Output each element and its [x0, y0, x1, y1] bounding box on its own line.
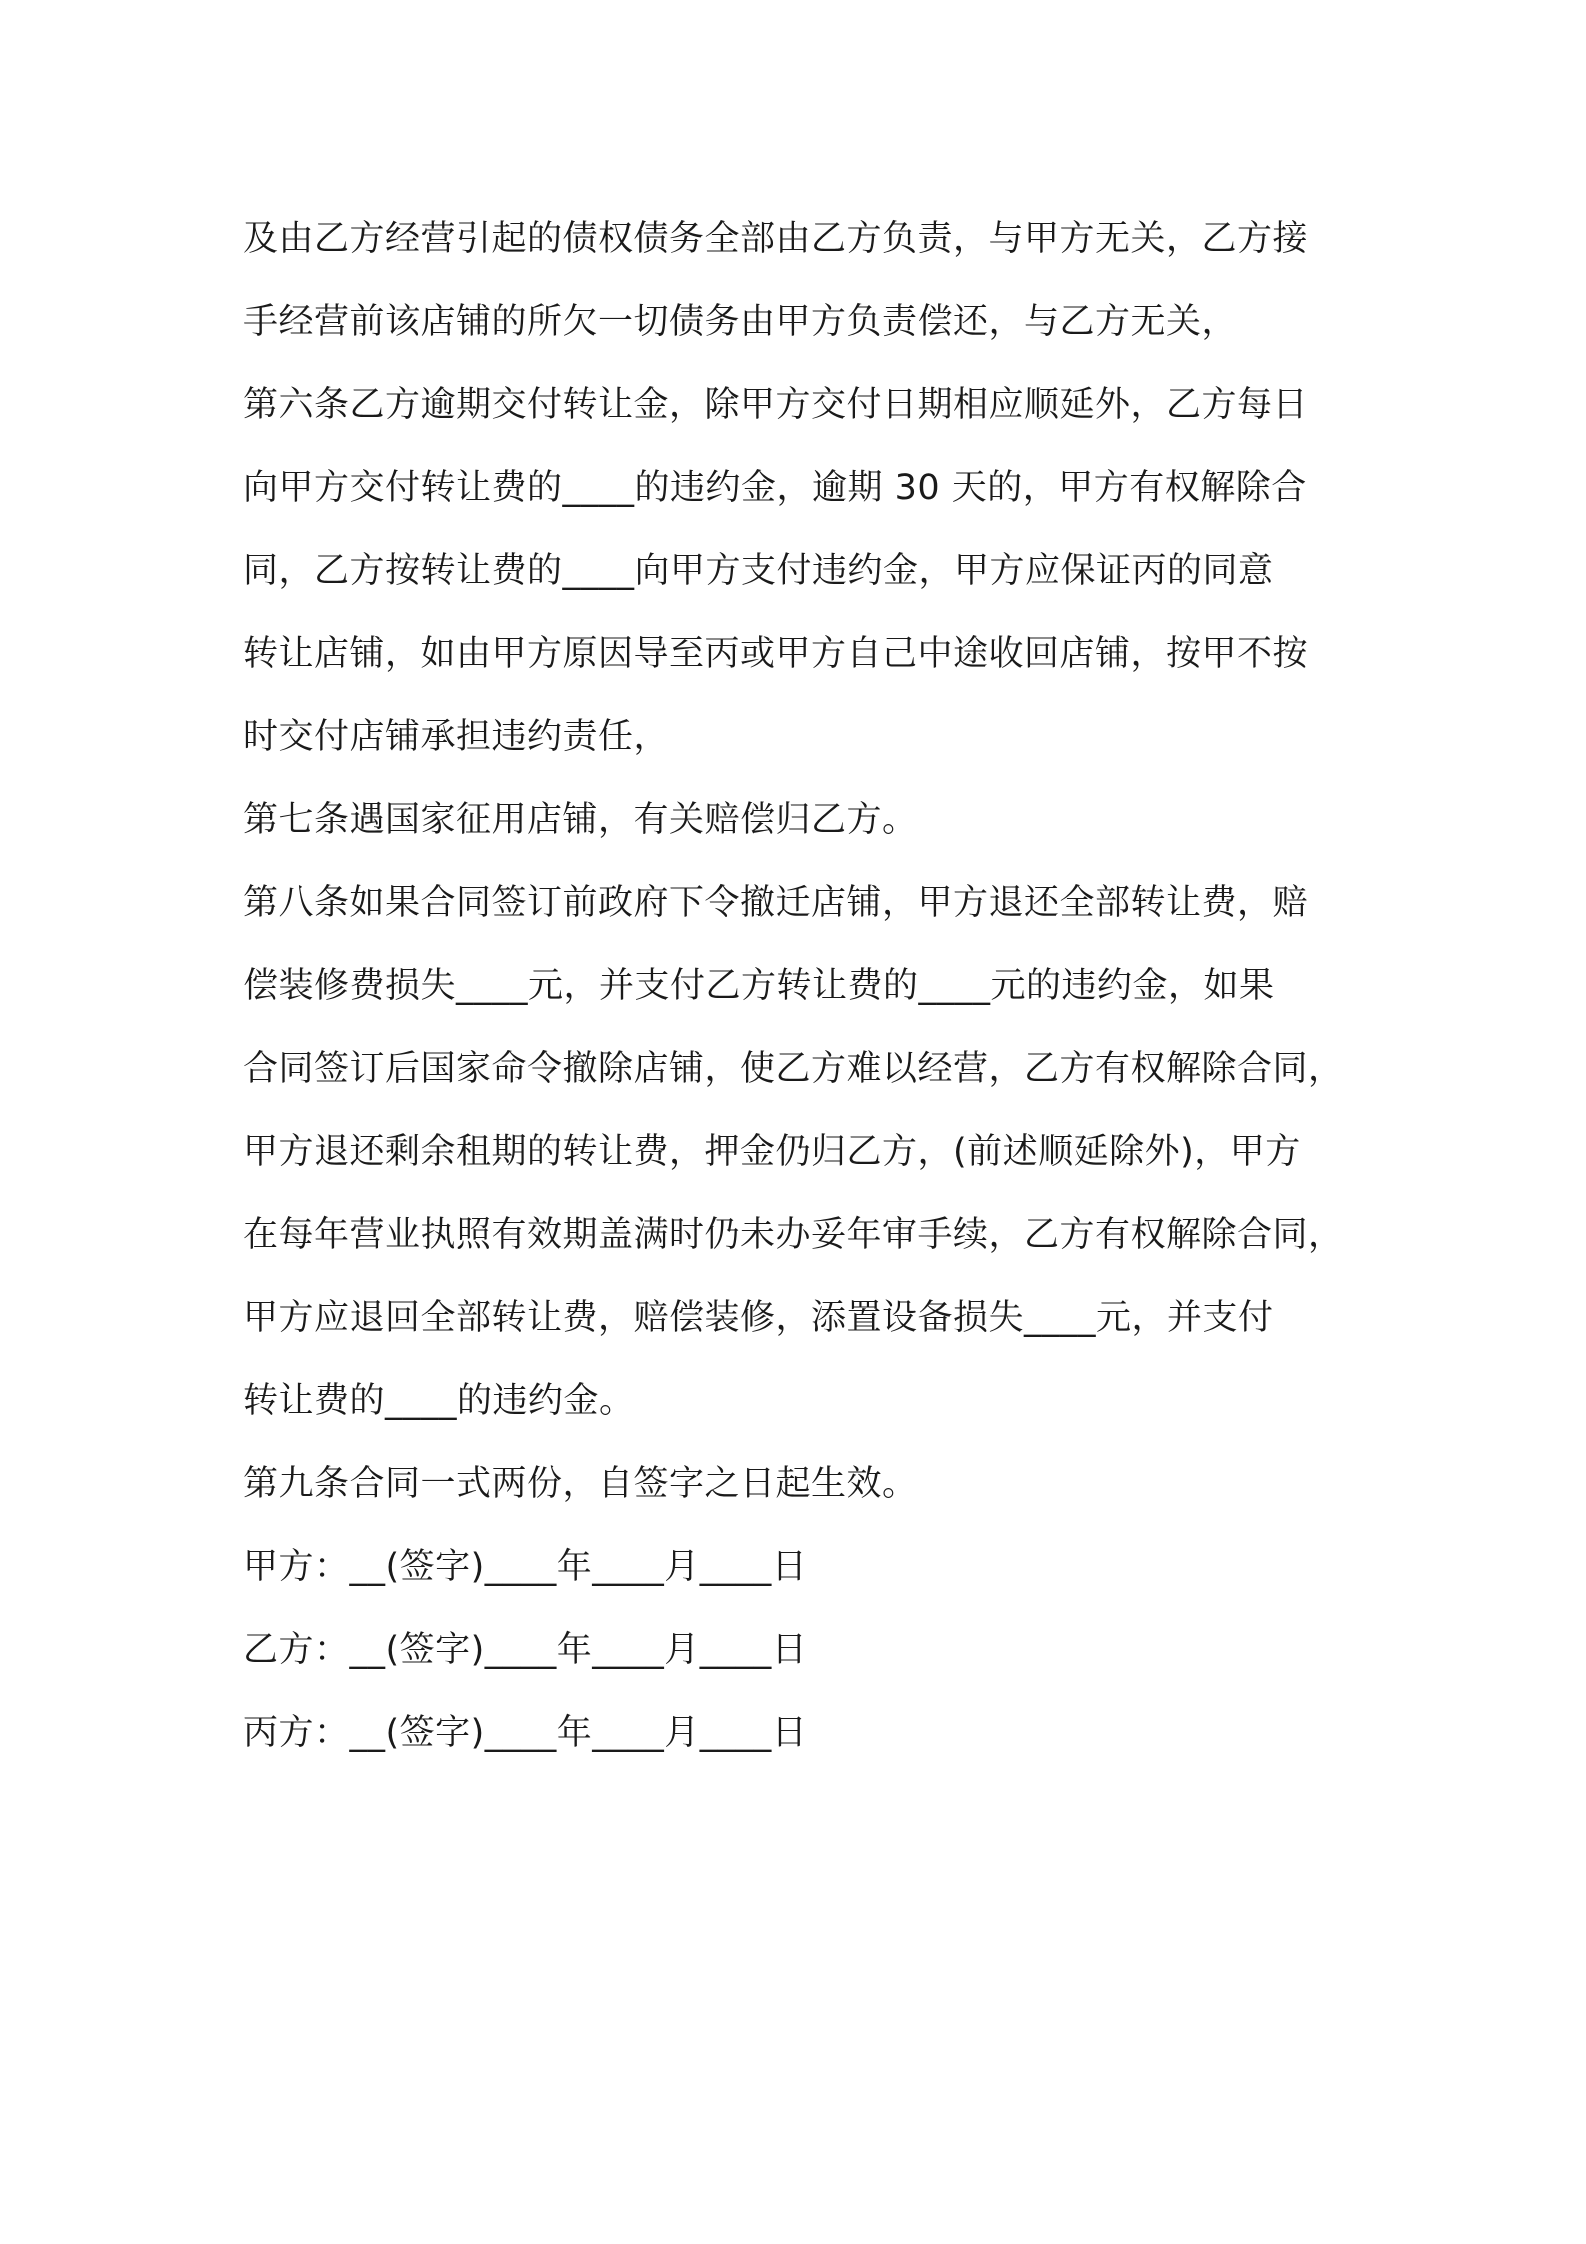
signature-line-party-c: 丙方：__(签字)____年____月____日 — [243, 1713, 808, 1753]
text-line: 时交付店铺承担违约责任， — [243, 717, 670, 757]
clause-9-line: 第九条合同一式两份，自签字之日起生效。 — [243, 1464, 918, 1504]
signature-line-party-b: 乙方：__(签字)____年____月____日 — [243, 1630, 808, 1670]
text-line: 转让店铺，如由甲方原因导至丙或甲方自己中途收回店铺，按甲不按 — [243, 634, 1309, 674]
text-line: 在每年营业执照有效期盖满时仍未办妥年审手续，乙方有权解除合同， — [243, 1215, 1344, 1255]
clause-6-line: 第六条乙方逾期交付转让金，除甲方交付日期相应顺延外，乙方每日 — [243, 385, 1309, 425]
text-line: 甲方应退回全部转让费，赔偿装修，添置设备损失____元，并支付 — [243, 1298, 1274, 1338]
text-line: 向甲方交付转让费的____的违约金，逾期 30 天的，甲方有权解除合 — [243, 468, 1307, 508]
text-line: 甲方退还剩余租期的转让费，押金仍归乙方，(前述顺延除外)，甲方 — [243, 1132, 1301, 1172]
text-line: 及由乙方经营引起的债权债务全部由乙方负责，与甲方无关，乙方接 — [243, 219, 1309, 259]
text-line: 偿装修费损失____元，并支付乙方转让费的____元的违约金，如果 — [243, 966, 1275, 1006]
text-line: 手经营前该店铺的所欠一切债务由甲方负责偿还，与乙方无关， — [243, 302, 1238, 342]
text-line: 同，乙方按转让费的____向甲方支付违约金，甲方应保证丙的同意 — [243, 551, 1274, 591]
clause-8-line: 第八条如果合同签订前政府下令撤迁店铺，甲方退还全部转让费，赔 — [243, 883, 1309, 923]
text-line: 合同签订后国家命令撤除店铺，使乙方难以经营，乙方有权解除合同， — [243, 1049, 1344, 1089]
signature-line-party-a: 甲方：__(签字)____年____月____日 — [243, 1547, 808, 1587]
text-line: 转让费的____的违约金。 — [243, 1381, 635, 1421]
clause-7-line: 第七条遇国家征用店铺，有关赔偿归乙方。 — [243, 800, 918, 840]
contract-text — [243, 198, 1383, 1775]
